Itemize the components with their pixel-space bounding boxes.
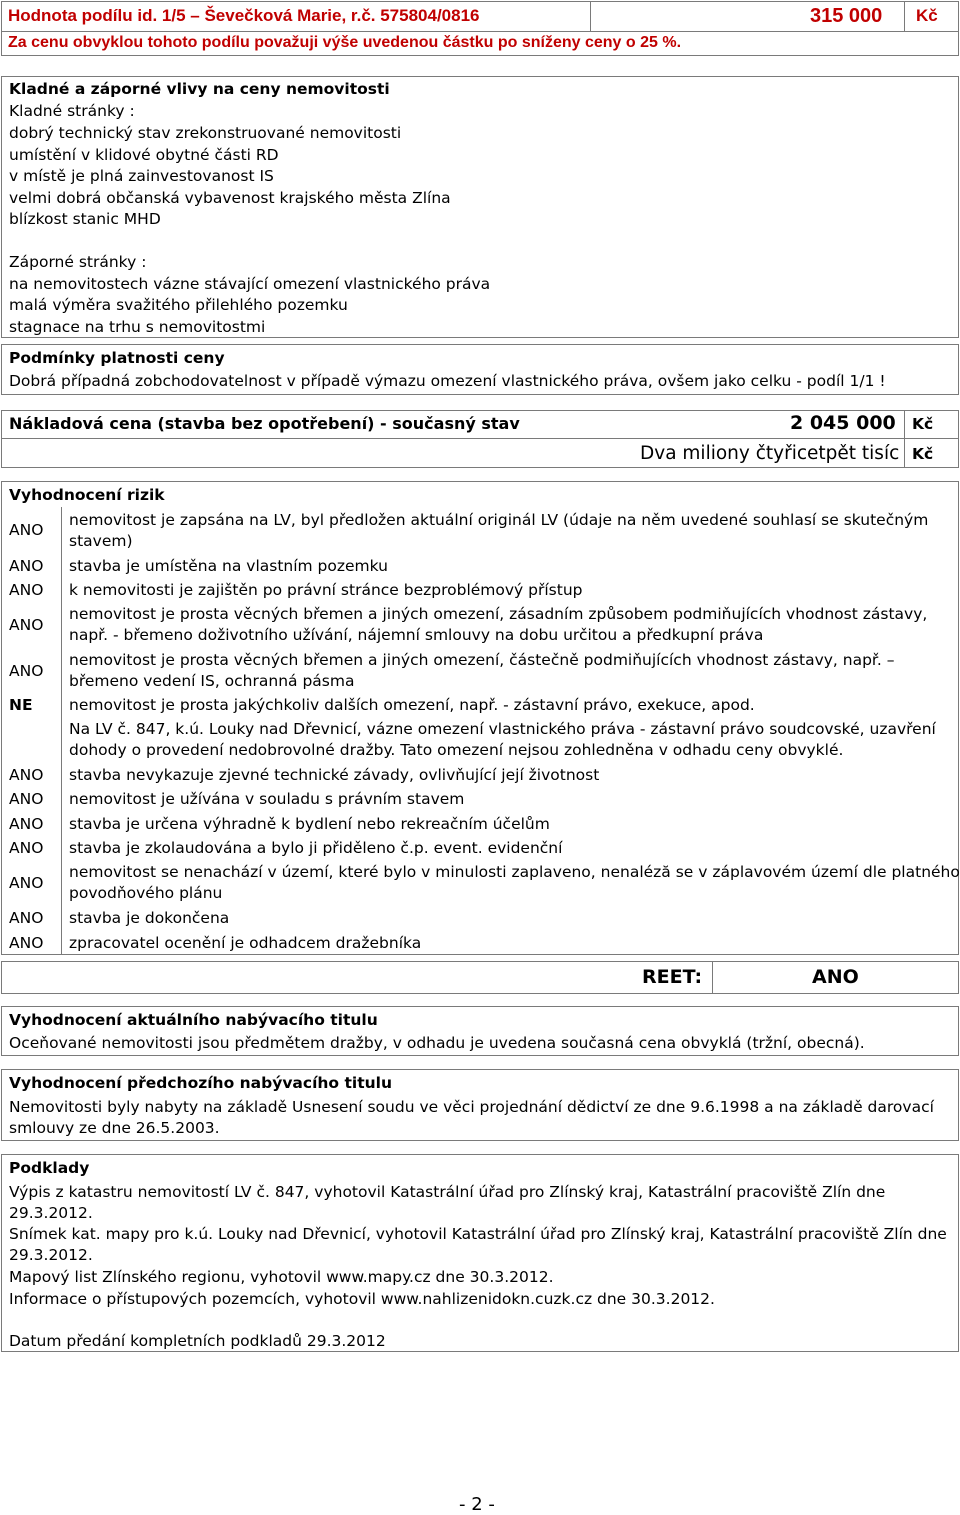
positive-item: velmi dobrá občanská vybavenost krajského města Zlína	[9, 189, 451, 207]
influences-title: Kladné a záporné vlivy na ceny nemovitosti	[9, 80, 390, 98]
risks-col-divider	[61, 507, 62, 955]
cost-hline	[1, 438, 959, 439]
positive-item: v místě je plná zainvestovanost IS	[9, 167, 274, 185]
negative-item: na nemovitostech vázne stávající omezení vlastnického práva	[9, 275, 491, 293]
risk-text: břemeno vedení IS, ochranná pásma	[69, 672, 355, 690]
risk-text: nemovitost je prosta jakýchkoliv dalších omezení, např. - zástavní právo, exekuce, apod.	[69, 696, 755, 714]
conditions-text: Dobrá případná zobchodovatelnost v případě výmazu omezení vlastnického práva, ovšem jako celku - podíl 1/1 !	[9, 372, 886, 390]
risk-answer: ANO	[9, 839, 44, 857]
risk-text: např. - břemeno doživotního užívání, nájemní smlouvy na dobu určitou a předkupní práva	[69, 626, 764, 644]
negative-item: stagnace na trhu s nemovitostmi	[9, 318, 266, 336]
risk-answer: ANO	[9, 815, 44, 833]
risk-answer: NE	[9, 696, 33, 714]
risk-answer: ANO	[9, 557, 44, 575]
risk-answer: ANO	[9, 662, 44, 680]
previous-title-heading: Vyhodnocení předchozího nabývacího titulu	[9, 1074, 392, 1092]
risk-text: nemovitost je zapsána na LV, byl předložen aktuální originál LV (údaje na něm uvedené souhlasí se skutečným	[69, 511, 929, 529]
current-title-text: Oceňované nemovitosti jsou předmětem dražby, v odhadu je uvedena současná cena obvyklá (tržní, obecná).	[9, 1034, 865, 1052]
risk-text: stavba je dokončena	[69, 909, 230, 927]
header-note: Za cenu obvyklou tohoto podílu považuji výše uvedenou částku po sníženy ceny o 25 %.	[8, 34, 682, 51]
header-hline	[1, 31, 959, 32]
header-divider	[590, 1, 591, 31]
risk-text: stavba je zkolaudována a bylo ji přiděleno č.p. event. evidenční	[69, 839, 563, 857]
header-divider-2	[904, 1, 905, 31]
source-line: Mapový list Zlínského regionu, vyhotovil www.mapy.cz dne 30.3.2012.	[9, 1268, 554, 1286]
risk-text: stavba nevykazuje zjevné technické závady, ovlivňující její životnost	[69, 766, 600, 784]
risk-text: povodňového plánu	[69, 884, 223, 902]
cost-value: 2 045 000	[790, 412, 896, 434]
source-line: Informace o přístupových pozemcích, vyhotovil www.nahlizenidokn.cuzk.cz dne 30.3.2012.	[9, 1290, 715, 1308]
current-title-heading: Vyhodnocení aktuálního nabývacího titulu	[9, 1011, 378, 1029]
negative-label: Záporné stránky :	[9, 253, 147, 271]
reet-value: ANO	[812, 966, 859, 988]
risk-text: stavem)	[69, 532, 133, 550]
risk-answer: ANO	[9, 909, 44, 927]
risk-answer: ANO	[9, 581, 44, 599]
cost-divider	[904, 410, 905, 468]
risk-text: stavba je umístěna na vlastním pozemku	[69, 557, 388, 575]
cost-currency-2: Kč	[912, 445, 934, 463]
positive-label: Kladné stránky :	[9, 102, 135, 120]
negative-item: malá výměra svažitého přilehlého pozemku	[9, 296, 348, 314]
sources-date: Datum předání kompletních podkladů 29.3.2012	[9, 1332, 386, 1350]
risk-answer: ANO	[9, 766, 44, 784]
source-line: Snímek kat. mapy pro k.ú. Louky nad Dřevnicí, vyhotovil Katastrální úřad pro Zlínský kraj, Katastrální pracoviště Zlín dne	[9, 1225, 947, 1243]
previous-title-text: Nemovitosti byly nabyty na základě Usnesení soudu ve věci projednání dědictví ze dne 9.6.1998 a na základě darovací	[9, 1098, 934, 1116]
source-line: Výpis z katastru nemovitostí LV č. 847, vyhotovil Katastrální úřad pro Zlínský kraj, Katastrální pracoviště Zlín dne	[9, 1183, 886, 1201]
risk-text: Na LV č. 847, k.ú. Louky nad Dřevnicí, vázne omezení vlastnického práva - zástavní právo soudcovské, uzavření	[69, 720, 936, 738]
previous-title-text: smlouvy ze dne 26.5.2003.	[9, 1119, 220, 1137]
risk-text: k nemovitosti je zajištěn po právní stránce bezproblémový přístup	[69, 581, 583, 599]
cost-label: Nákladová cena (stavba bez opotřebení) - současný stav	[9, 414, 520, 433]
positive-item: blízkost stanic MHD	[9, 210, 161, 228]
risk-answer: ANO	[9, 616, 44, 634]
risk-text: nemovitost je prosta věcných břemen a jiných omezení, částečně podmiňujících vhodnost zástavy, např. –	[69, 651, 895, 669]
risk-text: nemovitost se nenachází v území, které bylo v minulosti zaplaveno, nenaléză se v záplavovém území dle platného	[69, 863, 960, 881]
header-currency: Kč	[916, 6, 938, 25]
header-title: Hodnota podílu id. 1/5 – Ševečková Marie, r.č. 575804/0816	[8, 6, 480, 25]
risk-answer: ANO	[9, 934, 44, 952]
risk-answer: ANO	[9, 790, 44, 808]
page-number: - 2 -	[459, 1494, 495, 1515]
risk-text: nemovitost je prosta věcných břemen a jiných omezení, zásadním způsobem podmiňujících vhodnost zástavy,	[69, 605, 928, 623]
risks-title: Vyhodnocení rizik	[9, 486, 165, 504]
source-line: 29.3.2012.	[9, 1246, 93, 1264]
cost-currency: Kč	[912, 415, 934, 433]
positive-item: dobrý technický stav zrekonstruované nemovitosti	[9, 124, 402, 142]
reet-label: REET:	[642, 966, 703, 988]
risk-text: nemovitost je užívána v souladu s právním stavem	[69, 790, 465, 808]
positive-item: umístění v klidové obytné části RD	[9, 146, 279, 164]
cost-words: Dva miliony čtyřicetpět tisíc	[640, 443, 900, 464]
sources-title: Podklady	[9, 1159, 90, 1177]
header-value: 315 000	[810, 5, 883, 27]
risk-text: stavba je určena výhradně k bydlení nebo rekreačním účelům	[69, 815, 550, 833]
reet-divider	[712, 961, 713, 994]
risk-answer: ANO	[9, 874, 44, 892]
risk-text: zpracovatel ocenění je odhadcem dražebníka	[69, 934, 422, 952]
conditions-title: Podmínky platnosti ceny	[9, 349, 225, 367]
risk-answer: ANO	[9, 521, 44, 539]
risk-text: dohody o provedení nedobrovolné dražby. Tato omezení nejsou zohledněna v odhadu ceny obvyklé.	[69, 741, 844, 759]
source-line: 29.3.2012.	[9, 1204, 93, 1222]
